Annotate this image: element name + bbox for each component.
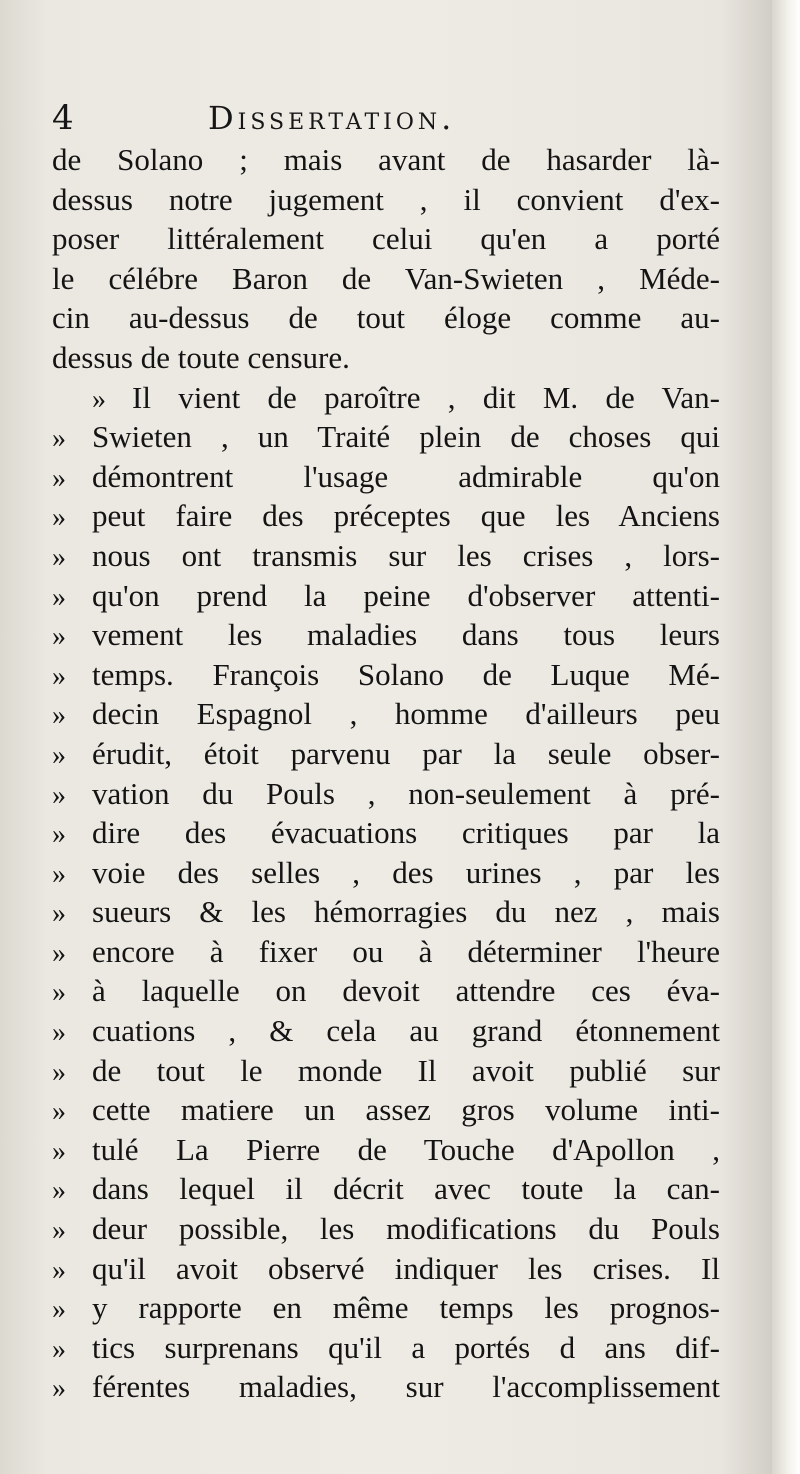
quote-line [52,417,720,457]
quotation [52,378,720,1407]
quote-line-text: qu'on prend la peine d'observer attenti- [92,577,720,613]
quote-line-text: dire des évacuations critiques par la [92,815,720,851]
quote-mark: » [52,1294,66,1326]
page-edge-shadow [772,0,800,1474]
quote-line-text: cette matiere un assez gros volume inti- [92,1092,720,1128]
quote-line [52,694,720,734]
quote-mark: » [52,423,66,455]
quote-line [52,1130,720,1170]
paragraph-1 [52,140,720,378]
quote-line-text: tulé La Pierre de Touche d'Apollon , [92,1131,720,1167]
quote-line [52,971,720,1011]
quote-line [52,536,720,576]
quote-line-text: vement les maladies dans tous leurs [92,617,720,653]
quote-line-text: voie des selles , des urines , par les [92,854,720,890]
text-line: de Solano ; mais avant de hasarder là- [52,142,720,177]
quote-line-text: tics surprenans qu'il a portés d ans dif- [92,1329,720,1365]
quote-mark: » [52,779,66,811]
quote-line [52,892,720,932]
quote-mark: » [52,1135,66,1167]
quote-line-text: temps. François Solano de Luque Mé- [92,656,720,692]
quote-mark: » [52,700,66,732]
quote-mark: » [52,977,66,1009]
quote-line-text: encore à fixer ou à déterminer l'heure [92,933,720,969]
quote-mark: » [52,1254,66,1286]
quote-line-text: Swieten , un Traité plein de choses qui [92,419,720,455]
quote-line [52,457,720,497]
quote-line [52,1090,720,1130]
quote-line [52,1209,720,1249]
quote-line [52,496,720,536]
quote-mark: » [52,541,66,573]
quote-line-text: deur possible, les modifications du Pouls [92,1211,720,1247]
quote-mark: » [52,581,66,613]
quote-mark: » [52,1175,66,1207]
quote-line [52,1051,720,1091]
quote-line [52,734,720,774]
quote-line-text: peut faire des préceptes que les Anciens [92,498,720,534]
quote-line [52,576,720,616]
text-line: dessus de toute censure. [52,339,350,375]
quote-line [52,1169,720,1209]
quote-line-text: dans lequel il décrit avec toute la can- [92,1171,720,1207]
quote-mark: » [52,462,66,494]
quote-line-text: cuations , & cela au grand étonnement [92,1013,720,1049]
quote-line-text: à laquelle on devoit attendre ces éva- [92,973,720,1009]
quote-line [52,932,720,972]
text-line: poser littéralement celui qu'en a porté [52,221,720,257]
quote-line [52,853,720,893]
quote-mark: » [52,660,66,692]
quote-mark: » [52,621,66,653]
quote-line [52,615,720,655]
quote-mark: » [52,858,66,890]
quote-line-text: decin Espagnol , homme d'ailleurs peu [92,696,720,732]
quote-line [52,1328,720,1368]
quote-mark: » [52,898,66,930]
quote-line-text: Il vient de paroître , dit M. de Van- [132,379,720,415]
text-line: le célébre Baron de Van-Swieten , Méde- [52,260,720,296]
text-line: dessus notre jugement , il convient d'ex- [52,181,720,217]
quote-mark: » [52,1373,66,1405]
quote-line-text: férentes maladies, sur l'accomplissement [92,1369,720,1405]
quote-line [52,1288,720,1328]
quote-first-line [52,378,720,418]
quote-mark: » [52,502,66,534]
header-title: Dissertation. [208,99,456,137]
quote-line-text: démontrent l'usage admirable qu'on [92,458,720,494]
quote-mark: » [52,739,66,771]
quote-line [52,813,720,853]
quote-mark: » [92,383,106,415]
text-line: cin au-dessus de tout éloge comme au- [52,300,720,336]
quote-line-text: érudit, étoit parvenu par la seule obser- [92,735,720,771]
page-number: 4 [52,98,74,138]
body-text [52,140,720,1407]
quote-mark: » [52,819,66,851]
quote-mark: » [52,1096,66,1128]
quote-mark: » [52,1017,66,1049]
quote-line-text: nous ont transmis sur les crises , lors- [92,537,720,573]
quote-line [52,655,720,695]
quote-line-text: vation du Pouls , non-seulement à pré- [92,775,720,811]
quote-line [52,774,720,814]
quote-mark: » [52,937,66,969]
quote-mark: » [52,1333,66,1365]
quote-line [52,1011,720,1051]
quote-line-text: de tout le monde Il avoit publié sur [92,1052,720,1088]
quote-line-text: sueurs & les hémorragies du nez , mais [92,894,720,930]
quote-line [52,1367,720,1407]
quote-mark: » [52,1056,66,1088]
running-head [52,92,722,138]
quote-line-text: qu'il avoit observé indiquer les crises. Il [92,1250,720,1286]
quote-line [52,1249,720,1289]
quote-line-text: y rapporte en même temps les prognos- [92,1290,720,1326]
quote-mark: » [52,1215,66,1247]
